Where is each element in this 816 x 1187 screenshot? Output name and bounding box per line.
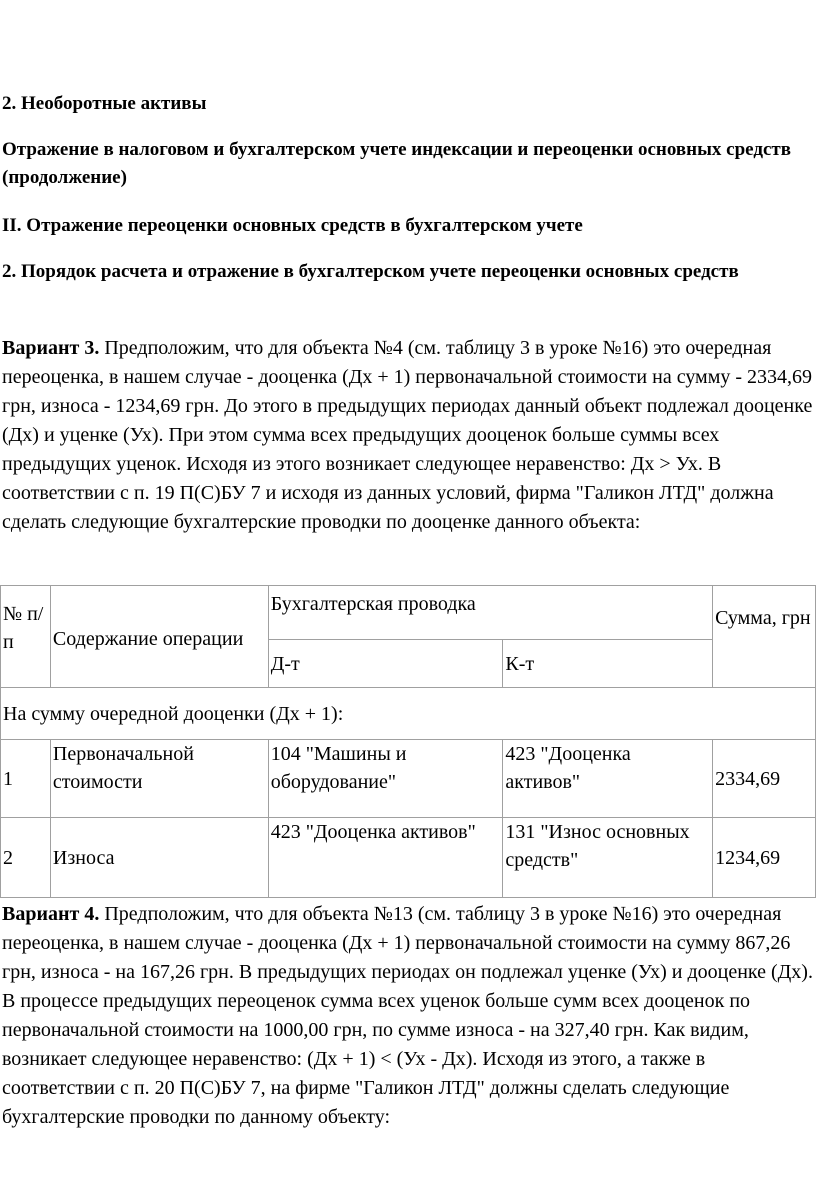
section-row: На сумму очередной дооценки (Дх + 1):	[1, 688, 816, 740]
part-heading: II. Отражение переоценки основных средств в бухгалтерском учете	[2, 215, 583, 236]
row-num: 2	[1, 818, 51, 898]
variant4-paragraph	[2, 900, 814, 1132]
variant4-label: Вариант 4.	[2, 903, 100, 925]
postings-table	[0, 585, 816, 898]
table-row	[1, 818, 816, 898]
table-row	[1, 740, 816, 818]
row-debit: 104 "Машины и оборудование"	[268, 740, 503, 818]
variant3-paragraph	[2, 334, 814, 537]
topic-heading: Отражение в налоговом и бухгалтерском учете индексации и переоценки основных средств (продолжение)	[2, 139, 792, 188]
row-sum: 2334,69	[713, 740, 816, 818]
header-credit: К-т	[503, 640, 713, 688]
variant3-label: Вариант 3.	[2, 337, 100, 359]
header-num: № п/п	[1, 586, 51, 688]
row-num: 1	[1, 740, 51, 818]
row-content: Износа	[50, 818, 268, 898]
variant4-text: Предположим, что для объекта №13 (см. таблицу 3 в уроке №16) это очередная переоценка, в нашем случае - дооценка (Дх + 1) первоначальной стоимости на сумму 867,26 грн, износа - на 167,26 грн. В предыдущих периодах он подлежал уценке (Ух) и дооценке (Дх). В процессе предыдущих переоценок сумма всех уценок больше сумм всех дооценок по первоначальной стоимости на 1000,00 грн, по сумме износа - на 327,40 грн. Как видим, возникает следующее неравенство: (Дх + 1) < (Ух - Дх). Исходя из этого, а также в соответствии с п. 20 П(С)БУ 7, на фирме "Галикон ЛТД" должны сделать следующие бухгалтерские проводки по данному объекту:	[2, 903, 813, 1128]
row-credit: 131 "Износ основных средств"	[503, 818, 713, 898]
header-sum: Сумма, грн	[713, 586, 816, 688]
section-heading: 2. Необоротные активы	[2, 93, 207, 114]
header-content: Содержание операции	[50, 586, 268, 688]
row-credit: 423 "Дооценка активов"	[503, 740, 713, 818]
row-sum: 1234,69	[713, 818, 816, 898]
row-content: Первоначальной стоимости	[50, 740, 268, 818]
row-debit: 423 "Дооценка активов"	[268, 818, 503, 898]
header-posting: Бухгалтерская проводка	[268, 586, 712, 640]
subsection-heading: 2. Порядок расчета и отражение в бухгалтерском учете переоценки основных средств	[2, 261, 739, 282]
header-debit: Д-т	[268, 640, 503, 688]
variant3-text: Предположим, что для объекта №4 (см. таблицу 3 в уроке №16) это очередная переоценка, в нашем случае - дооценка (Дх + 1) первоначальной стоимости на сумму - 2334,69 грн, износа - 1234,69 грн. До этого в предыдущих периодах данный объект подлежал дооценке (Дх) и уценке (Ух). При этом сумма всех предыдущих дооценок больше суммы всех предыдущих уценок. Исходя из этого возникает следующее неравенство: Дх > Ух. В соответствии с п. 19 П(С)БУ 7 и исходя из данных условий, фирма "Галикон ЛТД" должна сделать следующие бухгалтерские проводки по дооценке данного объекта:	[2, 337, 813, 533]
